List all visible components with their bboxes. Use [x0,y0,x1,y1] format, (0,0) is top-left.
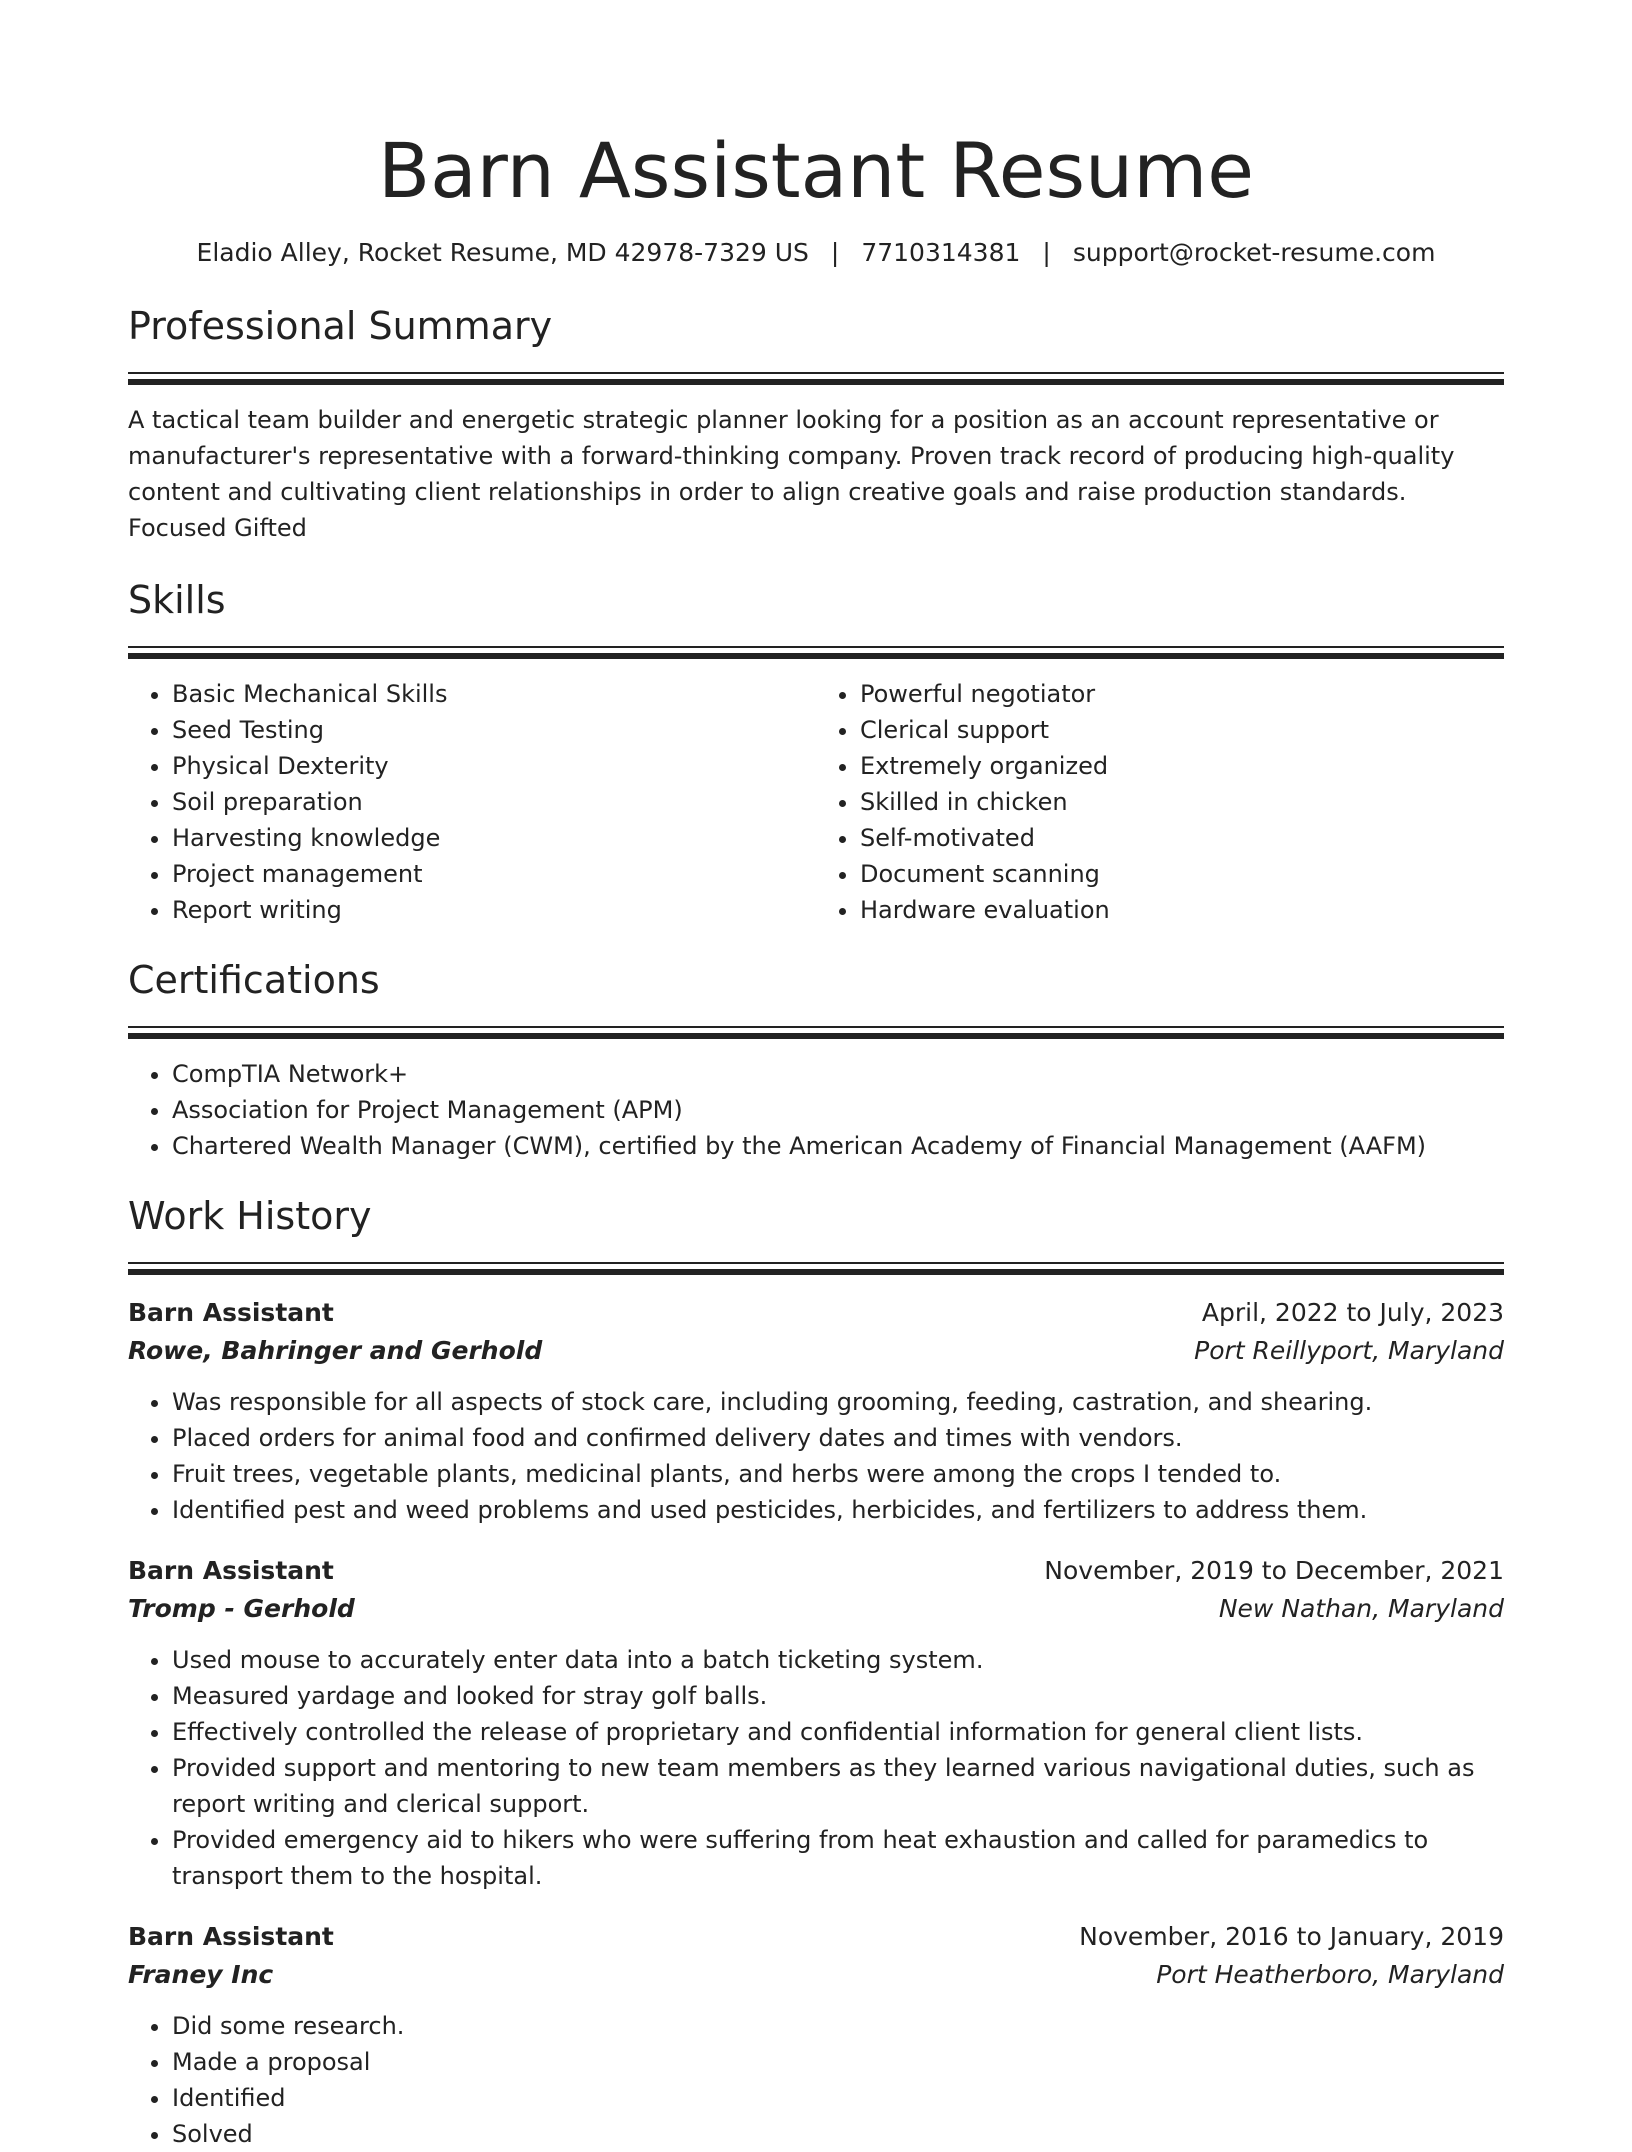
job-location: Port Reillyport, Maryland [1194,1336,1504,1365]
job-bullets [128,2008,1504,2152]
skills-columns [128,676,1504,928]
skill-item: • Extremely organized [860,748,1504,784]
resume-title: Barn Assistant Resume [377,126,1255,215]
work-history-heading: Work History [128,1194,372,1238]
job-title: Barn Assistant [128,1556,334,1585]
summary-text: A tactical team builder and energetic strategic planner looking for a position as an account representative or manufacturer's representative with a forward-thinking company. Proven track record of producing high-quality content and cultivating client relationships in order to align creative goals and raise production standards. Focused Gifted [128,406,1455,542]
section-divider [128,646,1504,660]
skill-item: • Project management [172,856,816,892]
certifications-section [128,954,1504,1164]
skill-item: • Powerful negotiator [860,676,1504,712]
contact-separator: | [830,238,840,267]
resume-page [128,0,1504,2152]
skills-heading: Skills [128,578,226,622]
skills-section [128,574,1504,928]
skill-item: • Skilled in chicken [860,784,1504,820]
job-bullet: • Made a proposal [172,2044,1504,2080]
job-entry [128,1294,1504,1528]
job-dates: November, 2019 to December, 2021 [1044,1556,1504,1585]
job-bullet: • Measured yardage and looked for stray golf balls. [172,1678,1504,1714]
section-divider [128,1026,1504,1040]
job-company-row [128,1590,1504,1628]
skill-item: • Seed Testing [172,712,816,748]
job-bullet: • Provided emergency aid to hikers who were suffering from heat exhaustion and called for paramedics to transport them to the hospital. [172,1822,1504,1894]
job-bullet: • Identified pest and weed problems and used pesticides, herbicides, and fertilizers to address them. [172,1492,1504,1528]
job-company: Franey Inc [128,1960,274,1989]
job-bullet: • Provided support and mentoring to new team members as they learned various navigational duties, such as report writing and clerical support. [172,1750,1504,1822]
skill-item: • Document scanning [860,856,1504,892]
job-entry [128,1918,1504,2152]
job-company-row [128,1956,1504,1994]
section-divider [128,372,1504,386]
job-location: New Nathan, Maryland [1218,1594,1504,1623]
certification-item: • Chartered Wealth Manager (CWM), certified by the American Academy of Financial Management (AAFM) [172,1128,1504,1164]
job-bullet: • Did some research. [172,2008,1504,2044]
job-entry [128,1552,1504,1894]
job-dates: April, 2022 to July, 2023 [1201,1298,1504,1327]
skills-column-right [816,676,1504,928]
job-company-row [128,1332,1504,1370]
job-bullet: • Effectively controlled the release of proprietary and confidential information for general client lists. [172,1714,1504,1750]
certifications-heading: Certifications [128,958,380,1002]
job-title: Barn Assistant [128,1298,334,1327]
skill-item: • Report writing [172,892,816,928]
job-bullet: • Was responsible for all aspects of stock care, including grooming, feeding, castration, and shearing. [172,1384,1504,1420]
summary-section [128,300,1504,546]
job-bullet: • Fruit trees, vegetable plants, medicinal plants, and herbs were among the crops I tended to. [172,1456,1504,1492]
job-bullets [128,1384,1504,1528]
certification-item: • Association for Project Management (APM) [172,1092,1504,1128]
skills-column-left [128,676,816,928]
job-bullet: • Placed orders for animal food and confirmed delivery dates and times with vendors. [172,1420,1504,1456]
skill-item: • Hardware evaluation [860,892,1504,928]
contact-separator: | [1042,238,1051,267]
certifications-list [128,1056,1504,1164]
certification-item: • CompTIA Network+ [172,1056,1504,1092]
skill-item: • Harvesting knowledge [172,820,816,856]
job-header-row [128,1552,1504,1590]
skill-item: • Basic Mechanical Skills [172,676,816,712]
job-company: Tromp - Gerhold [128,1594,355,1623]
job-header-row [128,1294,1504,1332]
job-header-row [128,1918,1504,1956]
contact-email[interactable]: support@rocket-resume.com [1072,238,1436,267]
job-bullet: • Identified [172,2080,1504,2116]
section-divider [128,1262,1504,1276]
contact-phone[interactable]: 7710314381 [861,238,1021,267]
job-title: Barn Assistant [128,1922,334,1951]
skill-item: • Clerical support [860,712,1504,748]
work-history-section [128,1190,1504,2152]
job-dates: November, 2016 to January, 2019 [1079,1922,1504,1951]
job-bullets [128,1642,1504,1894]
contact-line [128,236,1504,270]
skill-item: • Soil preparation [172,784,816,820]
summary-heading: Professional Summary [128,304,553,348]
skill-item: • Physical Dexterity [172,748,816,784]
job-bullet: • Used mouse to accurately enter data into a batch ticketing system. [172,1642,1504,1678]
job-location: Port Heatherboro, Maryland [1156,1960,1504,1989]
contact-address: Eladio Alley, Rocket Resume, MD 42978-7329 US [196,238,809,267]
skill-item: • Self-motivated [860,820,1504,856]
job-company: Rowe, Bahringer and Gerhold [128,1336,543,1365]
job-bullet: • Solved [172,2116,1504,2152]
